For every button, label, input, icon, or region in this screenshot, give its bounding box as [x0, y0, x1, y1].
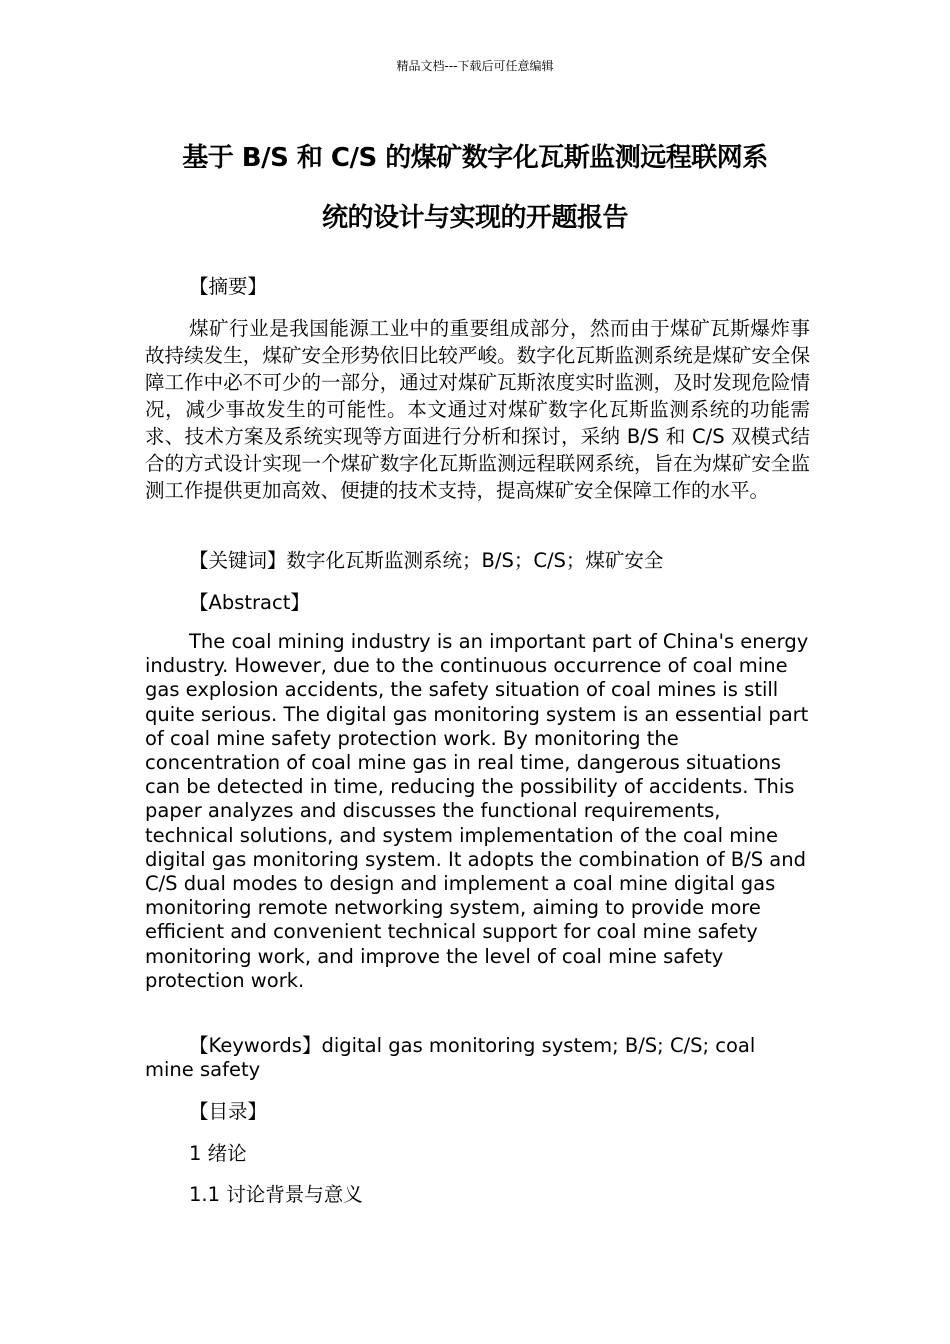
document-title-line-2: 统的设计与实现的开题报告 — [321, 203, 628, 233]
toc-item: 1 绪论 — [189, 1142, 247, 1165]
keywords-en: 【Keywords】digital gas monitoring system; B/S; C/S; coal mine safety — [145, 1034, 756, 1082]
abstract-cn-paragraph: 煤矿行业是我国能源工业中的重要组成部分，然而由于煤矿瓦斯爆炸事故持续发生，煤矿安全形势依旧比较严峻。数字化瓦斯监测系统是煤矿安全保障工作中必不可少的一部分，通过对煤矿瓦斯浓度实时监测，及时发现危险情况，减少事故发生的可能性。本文通过对煤矿数字化瓦斯监测系统的功能需求、技术方案及系统实现等方面进行分析和探讨，采纳 B/S 和 C/S 双模式结合的方式设计实现一个煤矿数字化瓦斯监测远程联网系统，旨在为煤矿安全监测工作提供更加高效、便捷的技术支持，提高煤矿安全保障工作的水平。 — [145, 317, 810, 502]
document-title-line-1: 基于 B/S 和 C/S 的煤矿数字化瓦斯监测远程联网系 — [182, 143, 768, 173]
abstract-en-paragraph: The coal mining industry is an important part of China's energy industry. However, due to the continuous occurrence of coal mine gas explosion accidents, the safety situation of coal mines is still quite serious. The digital gas monitoring system is an essential part of coal mine safety protection work. By monitoring the concentration of coal mine gas in real time, dangerous situations can be detected in time, reducing the possibility of accidents. This paper analyzes and discusses the functional requirements, technical solutions, and system implementation of the coal mine digital gas monitoring system. It adopts the combination of B/S and C/S dual modes to design and implement a coal mine digital gas monitoring remote networking system, aiming to provide more efficient and convenient technical support for coal mine safety monitoring work, and improve the level of coal mine safety protection work. — [145, 630, 809, 992]
page-header-note: 精品文档---下载后可任意编辑 — [396, 59, 554, 73]
toc-item: 1.1 讨论背景与意义 — [189, 1183, 363, 1206]
abstract-cn-heading: 【摘要】 — [189, 275, 268, 298]
keywords-cn: 【关键词】数字化瓦斯监测系统；B/S；C/S；煤矿安全 — [189, 549, 664, 572]
abstract-en-heading: 【Abstract】 — [189, 591, 310, 614]
toc-heading: 【目录】 — [189, 1100, 268, 1123]
